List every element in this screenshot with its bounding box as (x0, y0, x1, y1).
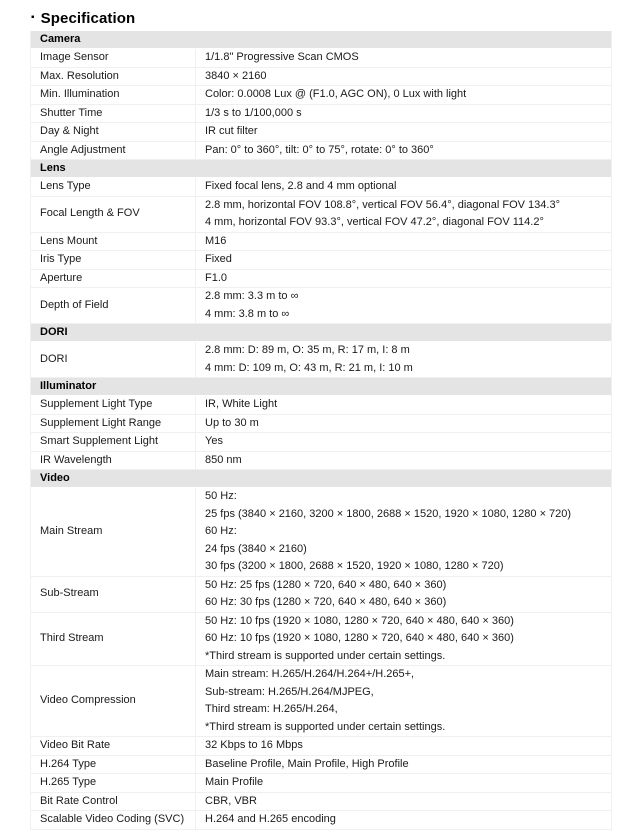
row-value-line: Sub-stream: H.265/H.264/MJPEG, (205, 685, 374, 698)
row-value-line: Color: 0.0008 Lux @ (F1.0, AGC ON), 0 Lux with light (205, 88, 467, 100)
row-value-line: 50 Hz: 25 fps (1280 × 720, 640 × 480, 640 × 360) (205, 578, 447, 591)
row-label-focal-length-fov (31, 197, 196, 232)
row-label-main-stream (31, 488, 196, 576)
table-row (31, 142, 611, 161)
table-row (31, 737, 611, 756)
row-value-line: 32 Kbps to 16 Mbps (205, 739, 303, 751)
row-label-text: Smart Supplement Light (40, 435, 159, 447)
row-value-line: 24 fps (3840 × 2160) (205, 542, 307, 555)
row-value (196, 86, 611, 104)
row-label-text: Min. Illumination (40, 88, 120, 100)
row-label-third-stream (31, 613, 196, 666)
row-value-line: Third stream: H.265/H.264, (205, 703, 338, 715)
row-value (196, 178, 611, 196)
row-label-dori (31, 342, 196, 377)
row-label-text: Bit Rate Control (40, 794, 118, 807)
row-label-ir-wavelength (31, 452, 196, 470)
table-row (31, 178, 611, 197)
section-header-lens: Lens (31, 160, 611, 178)
row-value (196, 123, 611, 141)
table-row (31, 774, 611, 793)
row-value-line: 2.8 mm: 3.3 m to ∞ (205, 290, 299, 302)
row-value (196, 793, 611, 811)
table-row (31, 49, 611, 68)
row-value (196, 68, 611, 86)
row-value-line: Main stream: H.265/H.264/H.264+/H.265+, (205, 668, 415, 680)
row-label-max-resolution (31, 68, 196, 86)
row-value (196, 756, 611, 774)
row-value-line: Baseline Profile, Main Profile, High Profile (205, 757, 409, 770)
row-value (196, 142, 611, 160)
row-value-line: 50 Hz: 10 fps (1920 × 1080, 1280 × 720, 640 × 480, 640 × 360) (205, 614, 514, 627)
row-label-iris-type (31, 251, 196, 269)
row-value (196, 433, 611, 451)
row-value-line: Yes (205, 435, 223, 447)
row-label-text: Angle Adjustment (40, 143, 126, 156)
row-value-line: *Third stream is supported under certain settings. (205, 649, 446, 662)
row-label-text: Depth of Field (40, 298, 109, 311)
row-value-line: 2.8 mm, horizontal FOV 108.8°, vertical FOV 56.4°, diagonal FOV 134.3° (205, 198, 560, 211)
table-row (31, 197, 611, 233)
table-row (31, 251, 611, 270)
row-value-line: 25 fps (3840 × 2160, 3200 × 1800, 2688 × 1520, 1920 × 1080, 1280 × 720) (205, 507, 572, 520)
row-value (196, 774, 611, 792)
row-value-line: *Third stream is supported under certain settings. (205, 720, 446, 733)
table-row (31, 233, 611, 252)
row-label-text: Main Stream (40, 525, 103, 537)
row-label-text: Supplement Light Type (40, 398, 153, 410)
row-value-line: 4 mm: 3.8 m to ∞ (205, 307, 290, 320)
row-label-text: Day & Night (40, 125, 99, 137)
row-label-text: Scalable Video Coding (SVC) (40, 813, 185, 825)
row-value (196, 288, 611, 323)
table-row (31, 86, 611, 105)
section-header-video: Video (31, 470, 611, 488)
row-value-line: IR, White Light (205, 398, 278, 410)
row-label-min-illumination (31, 86, 196, 104)
row-label-aperture (31, 270, 196, 288)
row-value (196, 577, 611, 612)
row-label-text: Image Sensor (40, 51, 109, 63)
table-row (31, 396, 611, 415)
row-label-smart-supplement-light (31, 433, 196, 451)
row-value (196, 737, 611, 755)
row-value (196, 342, 611, 377)
table-row (31, 270, 611, 289)
row-label-text: Aperture (40, 271, 83, 284)
row-value-line: M16 (205, 234, 227, 247)
row-value-line: 60 Hz: 10 fps (1920 × 1080, 1280 × 720, 640 × 480, 640 × 360) (205, 632, 514, 644)
row-value-line: 4 mm: D: 109 m, O: 43 m, R: 21 m, I: 10 m (205, 361, 413, 374)
row-label-scalable-video-coding-svc (31, 811, 196, 829)
row-label-text: Third Stream (40, 632, 104, 644)
row-label-text: Video Compression (40, 694, 136, 707)
table-row (31, 488, 611, 577)
row-label-supplement-light-range (31, 415, 196, 433)
row-value-line: Up to 30 m (205, 416, 259, 429)
row-label-depth-of-field (31, 288, 196, 323)
row-label-text: Lens Mount (40, 234, 98, 247)
row-label-h-265-type (31, 774, 196, 792)
row-value-line: 2.8 mm: D: 89 m, O: 35 m, R: 17 m, I: 8 m (205, 344, 410, 356)
row-value (196, 811, 611, 829)
row-value-line: 30 fps (3200 × 1800, 2688 × 1520, 1920 × 1080, 1280 × 720) (205, 560, 504, 572)
row-label-text: Supplement Light Range (40, 416, 162, 429)
table-row (31, 577, 611, 613)
row-value (196, 666, 611, 736)
row-value-line: 60 Hz: 30 fps (1280 × 720, 640 × 480, 640 × 360) (205, 596, 447, 608)
row-label-text: Lens Type (40, 180, 91, 192)
row-value-line: 1/1.8" Progressive Scan CMOS (205, 51, 359, 63)
table-row (31, 613, 611, 667)
row-value (196, 233, 611, 251)
section-header-illuminator: Illuminator (31, 378, 611, 396)
row-value-line: F1.0 (205, 271, 228, 284)
row-value-line: 60 Hz: (205, 525, 237, 537)
table-row (31, 123, 611, 142)
table-row (31, 415, 611, 434)
row-label-lens-type (31, 178, 196, 196)
row-label-angle-adjustment (31, 142, 196, 160)
row-value-line: Fixed focal lens, 2.8 and 4 mm optional (205, 180, 397, 192)
page-title (31, 10, 135, 27)
row-value (196, 415, 611, 433)
table-row (31, 342, 611, 378)
row-value-line: H.264 and H.265 encoding (205, 813, 336, 825)
row-label-text: IR Wavelength (40, 453, 112, 466)
row-label-text: Iris Type (40, 253, 82, 265)
row-label-text: Video Bit Rate (40, 739, 111, 751)
section-header-camera: Camera (31, 31, 611, 49)
row-value (196, 396, 611, 414)
row-value (196, 488, 611, 576)
row-value (196, 452, 611, 470)
row-label-supplement-light-type (31, 396, 196, 414)
section-header-dori: DORI (31, 324, 611, 342)
row-value (196, 197, 611, 232)
row-label-shutter-time (31, 105, 196, 123)
row-value-line: Pan: 0° to 360°, tilt: 0° to 75°, rotate: 0° to 360° (205, 143, 434, 156)
row-label-h-264-type (31, 756, 196, 774)
row-label-bit-rate-control (31, 793, 196, 811)
row-value (196, 49, 611, 67)
page-title-text: Specification (40, 10, 136, 27)
row-label-text: Shutter Time (40, 106, 103, 119)
row-label-video-bit-rate (31, 737, 196, 755)
square-bullet-icon: ▪ (31, 11, 35, 23)
row-value-line: Fixed (205, 253, 232, 265)
row-value-line: 4 mm, horizontal FOV 93.3°, vertical FOV 47.2°, diagonal FOV 114.2° (205, 216, 544, 228)
row-label-day-night (31, 123, 196, 141)
table-row (31, 288, 611, 324)
row-value-line: Main Profile (205, 776, 264, 788)
row-value-line: 1/3 s to 1/100,000 s (205, 106, 302, 119)
table-row (31, 666, 611, 737)
row-label-text: Max. Resolution (40, 69, 119, 82)
row-value-line: 3840 × 2160 (205, 69, 267, 82)
row-value (196, 105, 611, 123)
table-row (31, 811, 611, 830)
table-row (31, 433, 611, 452)
table-row (31, 68, 611, 87)
table-row (31, 452, 611, 471)
table-row (31, 793, 611, 812)
row-label-video-compression (31, 666, 196, 736)
row-label-text: H.264 Type (40, 757, 97, 770)
row-label-text: Sub-Stream (40, 587, 99, 600)
row-label-text: DORI (40, 352, 68, 365)
row-value-line: 850 nm (205, 453, 242, 466)
row-value-line: CBR, VBR (205, 794, 257, 807)
row-value (196, 613, 611, 666)
row-label-lens-mount (31, 233, 196, 251)
table-row (31, 105, 611, 124)
row-value-line: IR cut filter (205, 125, 258, 137)
row-label-sub-stream (31, 577, 196, 612)
table-row (31, 756, 611, 775)
row-value (196, 270, 611, 288)
row-label-image-sensor (31, 49, 196, 67)
spec-table (30, 31, 612, 830)
row-value-line: 50 Hz: (205, 490, 237, 502)
row-value (196, 251, 611, 269)
row-label-text: H.265 Type (40, 776, 97, 788)
row-label-text: Focal Length & FOV (40, 207, 140, 220)
